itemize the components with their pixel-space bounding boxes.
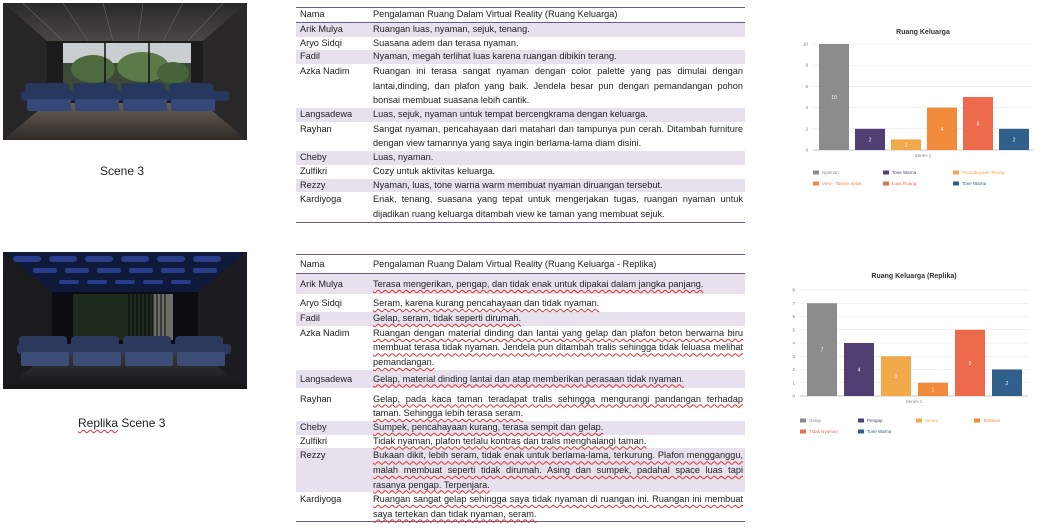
legend-swatch xyxy=(916,419,922,423)
row-name: Rayhan xyxy=(300,393,332,404)
y-tick-label: 6 xyxy=(805,83,808,89)
legend-label: Gelap xyxy=(809,418,822,423)
y-tick-label: 7 xyxy=(792,300,795,306)
bar-value-label: 5 xyxy=(968,360,972,367)
table-row xyxy=(296,64,745,108)
table-row xyxy=(296,435,745,449)
row-text: Sangat nyaman, pencahayaan dari matahari dan tampunya pun cerah. Ditambah furniture dengan view tamannya yang saya ingin berlama-lama diam disini. xyxy=(373,123,743,149)
legend-swatch xyxy=(813,182,819,186)
row-text: Sumpek, pencahayaan kurang, terasa sempit dan gelap. xyxy=(373,421,604,432)
table-row xyxy=(296,312,745,326)
table-row xyxy=(296,108,745,122)
row-text: Ruangan luas, nyaman, sejuk, tenang. xyxy=(373,23,530,34)
replika-experience-table xyxy=(296,254,745,522)
scene3-render-image xyxy=(3,3,247,140)
legend-label: Tone Warna xyxy=(892,170,917,175)
row-text: Nyaman, luas, tone warna warm membuat nyaman diruangan tersebut. xyxy=(373,179,663,190)
row-text: Suasana adem dan terasa nyaman. xyxy=(373,37,519,48)
table-row xyxy=(296,50,745,64)
x-axis-label: Series 1 xyxy=(905,399,923,404)
row-name: Rezzy xyxy=(300,450,326,461)
row-text: Gelap, seram, tidak seperti dirumah. xyxy=(373,313,522,323)
table-row xyxy=(296,294,745,312)
bar-value-label: 7 xyxy=(820,347,824,354)
legend-swatch xyxy=(883,182,889,186)
legend-swatch xyxy=(800,419,806,423)
table-row xyxy=(296,492,745,522)
row-text: Terasa mengerikan, pengap, dan tidak enak untuk dipakai dalam jangka panjang. xyxy=(373,279,704,289)
row-text: Luas, nyaman. xyxy=(373,151,434,162)
table-row xyxy=(296,23,745,37)
row-text: Ruangan ini terasa sangat nyaman dengan color palette yang pas dimulai dengan lantai,dinding, dan plafon yang baik. Jendela besar pun dengan pemandangan pohon bonsai membuat suasana lebih cantik. xyxy=(373,66,743,106)
row-text: Seram, karena kurang pencahayaan dan tidak nyaman. xyxy=(373,298,600,308)
row-name: Cheby xyxy=(300,151,327,162)
legend-swatch xyxy=(883,171,889,175)
table-row xyxy=(296,165,745,179)
y-tick-label: 6 xyxy=(792,314,795,319)
header-name: Nama xyxy=(300,9,325,19)
row-name: Arik Mulya xyxy=(300,23,343,34)
legend-swatch xyxy=(858,419,864,423)
y-tick-label: 8 xyxy=(805,62,808,68)
legend-label: Pengap xyxy=(867,418,883,423)
row-name: Langsadewa xyxy=(300,108,353,119)
legend-swatch xyxy=(953,171,959,175)
table-row xyxy=(296,122,745,151)
row-name: Langsadewa xyxy=(300,373,353,384)
bar-value-label: 5 xyxy=(976,121,980,128)
row-name: Azka Nadim xyxy=(300,66,350,77)
row-text: Enak, tenang, suasana yang tepat untuk mengerjakan tugas, ruangan nyaman untuk dijadikan ruang keluarga ditambah view ke taman yang membuat sejuk. xyxy=(373,194,743,219)
replika-scene3-caption xyxy=(78,416,165,430)
bar-value-label: 2 xyxy=(868,137,872,144)
legend-swatch xyxy=(800,430,806,434)
scene3-bar-chart xyxy=(795,22,1035,202)
legend-swatch xyxy=(813,171,819,175)
y-tick-label: 1 xyxy=(792,380,795,386)
bar-value-label: 4 xyxy=(940,126,944,133)
table-row xyxy=(296,388,745,421)
table-row xyxy=(296,326,745,370)
row-text: Luas, sejuk, nyaman untuk tempat bercengkrama dengan keluarga. xyxy=(373,108,648,119)
table-header-row xyxy=(296,254,745,274)
caption-rest: Scene 3 xyxy=(118,416,166,430)
scene3-caption: Scene 3 xyxy=(100,164,145,178)
legend-label: Tone Warna xyxy=(867,429,892,434)
table-row xyxy=(296,274,745,294)
row-name: Fadil xyxy=(300,51,320,62)
caption-prefix: Replika xyxy=(78,416,119,430)
row-text: Gelap, pada kaca taman teradapat tralis sehingga mengurangi pandangan terhadap taman. Sehingga lebih terasa seram. xyxy=(373,393,743,419)
replika-bar-chart xyxy=(782,268,1037,448)
bar-value-label: 4 xyxy=(857,367,861,374)
legend-label: Luas Ruang xyxy=(892,181,917,186)
legend-label: Tidak Nyaman xyxy=(809,429,838,434)
table-row xyxy=(296,151,745,165)
bar-value-label: 3 xyxy=(894,374,898,381)
table-row xyxy=(296,448,745,492)
legend-label: Pencahayaan Terang xyxy=(962,170,1005,175)
row-name: Zulfikri xyxy=(300,435,328,446)
legend-label: Seram xyxy=(925,418,939,423)
y-tick-label: 5 xyxy=(792,327,795,333)
row-name: Kardiyoga xyxy=(300,494,342,505)
y-tick-label: 0 xyxy=(805,147,808,153)
header-text: Pengalaman Ruang Dalam Virtual Reality (Ruang Keluarga) xyxy=(373,9,618,19)
replika-chart-svg xyxy=(782,268,1037,448)
y-tick-label: 2 xyxy=(805,126,808,132)
table-row xyxy=(296,37,745,51)
row-name: Aryo Sidqi xyxy=(300,37,342,48)
bar-value-label: 1 xyxy=(931,387,935,394)
legend-swatch xyxy=(974,419,980,423)
y-tick-label: 4 xyxy=(792,340,795,346)
y-tick-label: 8 xyxy=(792,287,795,293)
row-name: Zulfikri xyxy=(300,165,328,176)
table-row xyxy=(296,421,745,435)
table-row xyxy=(296,370,745,388)
row-name: Rayhan xyxy=(300,123,332,134)
y-tick-label: 10 xyxy=(802,41,808,47)
row-text: Gelap, material dinding lantai dan atap memberikan perasaan tidak nyaman. xyxy=(373,373,685,384)
chart-title: Ruang Keluarga (Replika) xyxy=(871,273,957,280)
row-text: Ruangan sangat gelap sehingga saya tidak nyaman di ruangan ini. Ruangan ini membuat saya tertekan dan tidak nyaman, seram. xyxy=(373,494,743,519)
header-name: Nama xyxy=(300,259,325,269)
legend-swatch xyxy=(953,182,959,186)
legend-label: Nyaman xyxy=(822,170,839,175)
row-text: Bukaan dikit, lebih seram, tidak enak untuk berlama-lama, terkurung. Plafon mengganggu, malah membuat seperti tidak dirumah. Asing dan sumpek, padahal space luas tapi rasanya pengap. Terpenjara. xyxy=(373,450,743,490)
table-row xyxy=(296,192,745,222)
row-text: Cozy untuk aktivitas keluarga. xyxy=(373,165,496,176)
row-name: Azka Nadim xyxy=(300,327,350,338)
chart-title: Ruang Keluarga xyxy=(896,29,950,36)
replika-scene3-render-image xyxy=(3,252,247,389)
legend-label: Tertekan xyxy=(983,418,1001,423)
table-header-row xyxy=(296,7,745,23)
row-name: Rezzy xyxy=(300,179,326,190)
y-tick-label: 3 xyxy=(792,353,795,359)
y-tick-label: 0 xyxy=(792,393,795,399)
row-text: Ruangan dengan material dinding dan lantai yang gelap dan plafon beton berwarna biru membuat terasa tidak nyaman. Jendela pun ditambah tralis sehingga tidak leluasa melihat pemandangan. xyxy=(373,327,743,367)
row-name: Fadil xyxy=(300,313,320,323)
bar-value-label: 2 xyxy=(1012,137,1016,144)
legend-label: View - Taman Sejuk xyxy=(822,181,862,186)
row-text: Nyaman, megah terlihat luas karena ruangan dibikin terang. xyxy=(373,51,617,62)
row-name: Arik Mulya xyxy=(300,279,343,289)
legend-swatch xyxy=(858,430,864,434)
legend-label: Tone Warna xyxy=(962,181,987,186)
scene3-chart-svg xyxy=(795,22,1035,202)
bar-value-label: 10 xyxy=(831,95,837,101)
scene3-experience-table xyxy=(296,7,745,223)
row-name: Cheby xyxy=(300,421,327,432)
bar-value-label: 2 xyxy=(1005,380,1009,387)
row-name: Aryo Sidqi xyxy=(300,298,342,308)
row-text: Tidak nyaman, plafon terlalu kontras dan tralis menghalangi taman. xyxy=(373,435,647,446)
y-tick-label: 4 xyxy=(805,105,808,111)
header-text: Pengalaman Ruang Dalam Virtual Reality (Ruang Keluarga - Replika) xyxy=(373,259,657,269)
bar-value-label: 1 xyxy=(904,142,908,149)
x-axis-label: Series 1 xyxy=(914,153,932,158)
table-row xyxy=(296,179,745,193)
row-name: Kardiyoga xyxy=(300,194,342,205)
y-tick-label: 2 xyxy=(792,367,795,372)
